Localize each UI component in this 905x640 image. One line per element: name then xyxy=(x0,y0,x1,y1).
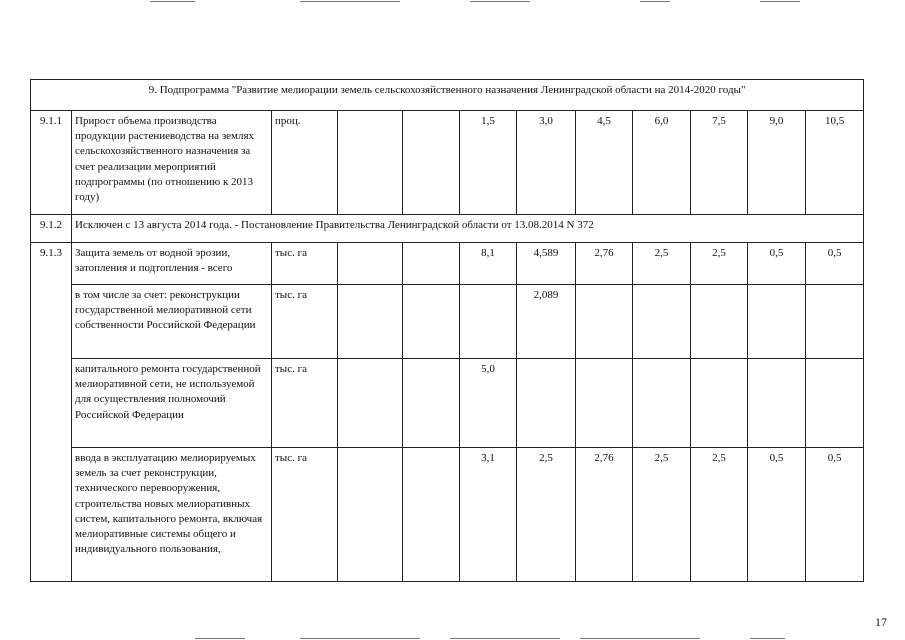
value-cell xyxy=(338,448,403,582)
subprogram-header: 9. Подпрограмма "Развитие мелиорации земель сельскохозяйственного назначения Ленинградской области на 2014-2020 годы" xyxy=(31,80,864,111)
value-cell: 6,0 xyxy=(633,111,691,215)
unit-cell: тыс. га xyxy=(272,285,338,359)
value-cell: 2,5 xyxy=(633,243,691,285)
unit-cell: проц. xyxy=(272,111,338,215)
indicator-description: Защита земель от водной эрозии, затопления и подтопления - всего xyxy=(72,243,272,285)
value-cell xyxy=(691,359,748,448)
value-cell: 4,5 xyxy=(576,111,633,215)
table-row xyxy=(31,243,864,285)
value-cell: 0,5 xyxy=(806,448,864,582)
value-cell xyxy=(576,285,633,359)
value-cell: 2,5 xyxy=(633,448,691,582)
value-cell xyxy=(403,111,460,215)
value-cell: 2,5 xyxy=(517,448,576,582)
scan-edge-mark xyxy=(300,638,420,639)
value-cell xyxy=(748,285,806,359)
value-cell xyxy=(806,359,864,448)
value-cell: 2,5 xyxy=(691,448,748,582)
indicator-description: в том числе за счет: реконструкции государственной мелиоративной сети собственности Российской Федерации xyxy=(72,285,272,359)
value-cell xyxy=(460,285,517,359)
value-cell xyxy=(403,285,460,359)
indicators-table xyxy=(30,79,864,582)
value-cell: 2,76 xyxy=(576,448,633,582)
value-cell xyxy=(403,448,460,582)
value-cell: 2,089 xyxy=(517,285,576,359)
value-cell xyxy=(338,111,403,215)
row-number: 9.1.2 xyxy=(31,215,72,243)
value-cell xyxy=(633,359,691,448)
value-cell: 7,5 xyxy=(691,111,748,215)
row-number: 9.1.3 xyxy=(31,243,72,582)
page-number: 17 xyxy=(875,615,887,629)
value-cell: 0,5 xyxy=(748,243,806,285)
excluded-note: Исключен с 13 августа 2014 года. - Постановление Правительства Ленинградской области от 13.08.2014 N 372 xyxy=(72,215,864,243)
table-row xyxy=(31,359,864,448)
value-cell: 5,0 xyxy=(460,359,517,448)
indicator-description: ввода в эксплуатацию мелиорируемых земель за счет реконструкции, технического перевооружения, строительства новых мелиоративных систем, капитального ремонта, включая мелиоративные системы общего и индивидуального пользования, xyxy=(72,448,272,582)
value-cell: 3,1 xyxy=(460,448,517,582)
value-cell xyxy=(403,359,460,448)
value-cell xyxy=(338,359,403,448)
subprogram-header-row xyxy=(31,80,864,111)
value-cell xyxy=(403,243,460,285)
table-row xyxy=(31,448,864,582)
unit-cell: тыс. га xyxy=(272,359,338,448)
scan-edge-mark xyxy=(580,638,700,639)
value-cell xyxy=(338,285,403,359)
value-cell: 9,0 xyxy=(748,111,806,215)
table-row xyxy=(31,215,864,243)
scan-edge-mark xyxy=(450,638,560,639)
value-cell xyxy=(338,243,403,285)
value-cell xyxy=(576,359,633,448)
scan-edge-mark xyxy=(195,638,245,639)
value-cell: 0,5 xyxy=(748,448,806,582)
value-cell xyxy=(806,285,864,359)
value-cell: 0,5 xyxy=(806,243,864,285)
scan-edge-mark xyxy=(300,1,400,2)
value-cell: 2,5 xyxy=(691,243,748,285)
row-number: 9.1.1 xyxy=(31,111,72,215)
value-cell: 8,1 xyxy=(460,243,517,285)
value-cell xyxy=(691,285,748,359)
value-cell: 10,5 xyxy=(806,111,864,215)
table-row xyxy=(31,111,864,215)
value-cell: 4,589 xyxy=(517,243,576,285)
indicator-description: Прирост объема производства продукции растениеводства на землях сельскохозяйственного назначения за счет реализации мероприятий подпрограммы (по отношению к 2013 году) xyxy=(72,111,272,215)
value-cell xyxy=(748,359,806,448)
scan-edge-mark xyxy=(470,1,530,2)
unit-cell: тыс. га xyxy=(272,448,338,582)
value-cell: 3,0 xyxy=(517,111,576,215)
scan-edge-mark xyxy=(760,1,800,2)
scan-edge-mark xyxy=(150,1,195,2)
value-cell xyxy=(633,285,691,359)
value-cell xyxy=(517,359,576,448)
scan-edge-mark xyxy=(750,638,785,639)
table-row xyxy=(31,285,864,359)
indicator-description: капитального ремонта государственной мелиоративной сети, не используемой для осуществления полномочий Российской Федерации xyxy=(72,359,272,448)
scan-edge-mark xyxy=(640,1,670,2)
unit-cell: тыс. га xyxy=(272,243,338,285)
value-cell: 1,5 xyxy=(460,111,517,215)
value-cell: 2,76 xyxy=(576,243,633,285)
